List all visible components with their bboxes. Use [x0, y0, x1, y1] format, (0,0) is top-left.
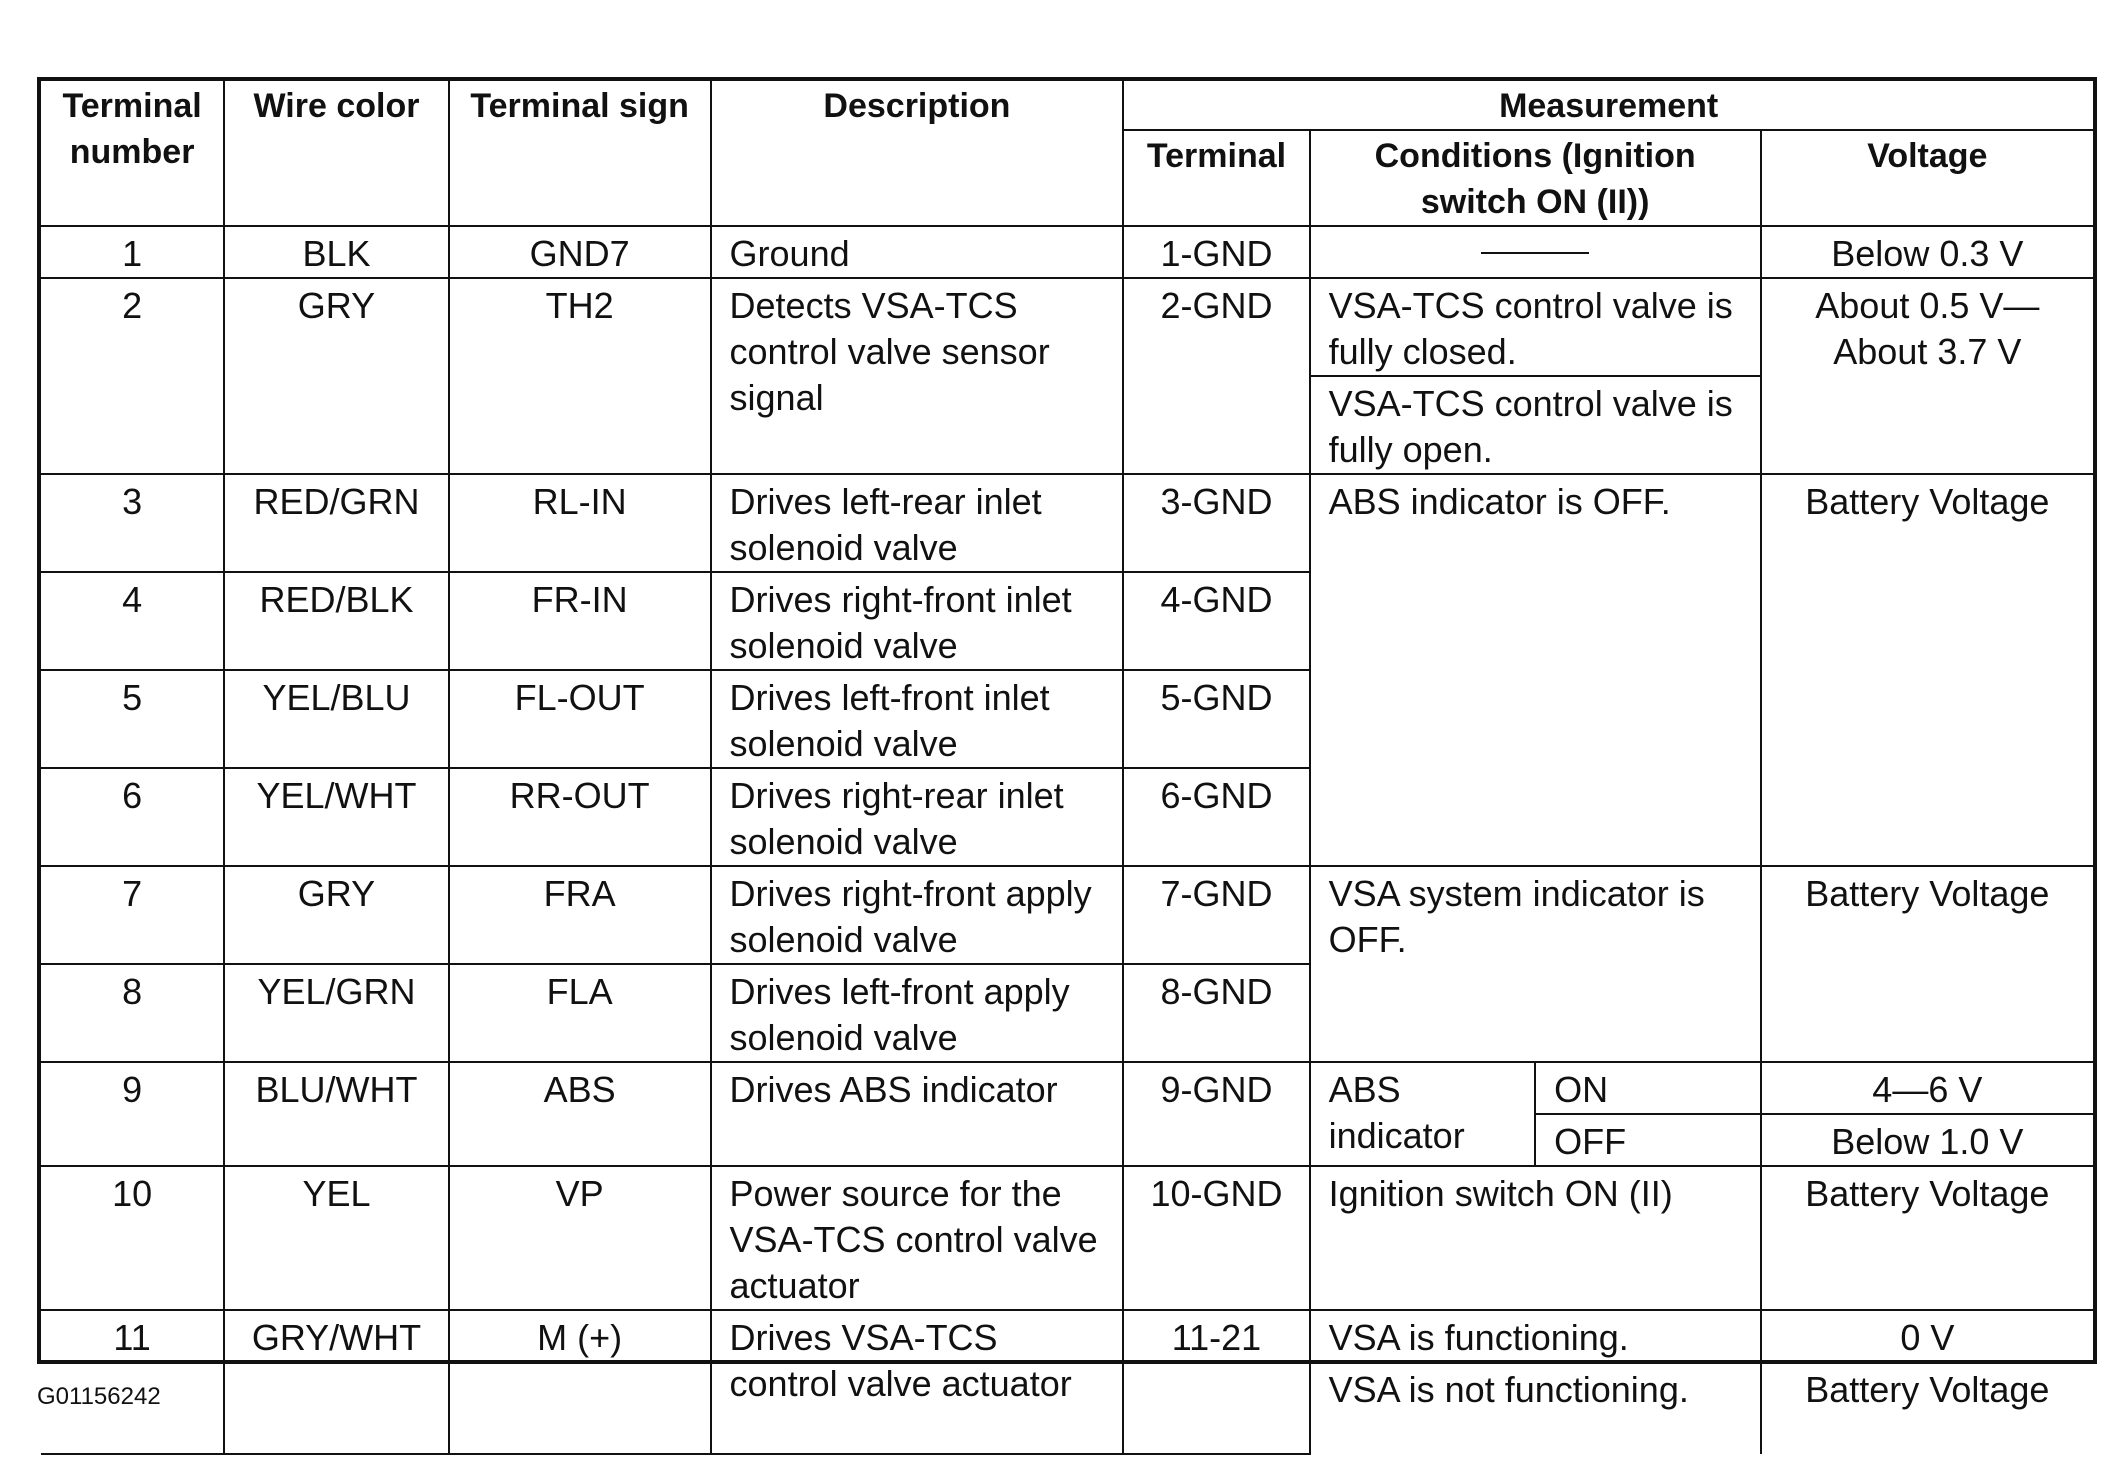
- voltage: About 0.5 V— About 3.7 V: [1761, 278, 2093, 474]
- wire-color: YEL/WHT: [224, 768, 449, 866]
- condition: VSA is functioning.: [1310, 1310, 1761, 1362]
- terminal-number: 9: [41, 1062, 224, 1166]
- terminal-sign: FRA: [449, 866, 711, 964]
- terminal-number: 11: [41, 1310, 224, 1454]
- terminal-number: 3: [41, 474, 224, 572]
- table-row: [41, 1062, 2093, 1114]
- wire-color: YEL/GRN: [224, 964, 449, 1062]
- header-terminal: Terminal: [1123, 130, 1309, 226]
- measure-terminal: 5-GND: [1123, 670, 1309, 768]
- terminal-sign: FR-IN: [449, 572, 711, 670]
- voltage: Battery Voltage: [1761, 1362, 2093, 1454]
- header-description: Description: [711, 81, 1124, 226]
- voltage: Battery Voltage: [1761, 1166, 2093, 1310]
- measure-terminal: 8-GND: [1123, 964, 1309, 1062]
- terminal-sign: ABS: [449, 1062, 711, 1166]
- description: Detects VSA-TCS control valve sensor signal: [711, 278, 1124, 474]
- condition: ABS indicator is OFF.: [1310, 474, 1761, 866]
- table-row: [41, 1166, 2093, 1310]
- wire-color: RED/GRN: [224, 474, 449, 572]
- description: Drives left-front inlet solenoid valve: [711, 670, 1124, 768]
- terminal-sign: FLA: [449, 964, 711, 1062]
- terminal-number: 6: [41, 768, 224, 866]
- condition: VSA-TCS control valve is fully closed.: [1310, 278, 1761, 376]
- measure-terminal: 3-GND: [1123, 474, 1309, 572]
- terminal-sign: RL-IN: [449, 474, 711, 572]
- terminal-number: 2: [41, 278, 224, 474]
- header-terminal-sign: Terminal sign: [449, 81, 711, 226]
- measure-terminal: 2-GND: [1123, 278, 1309, 474]
- dash-line: [1481, 252, 1589, 254]
- wire-color: BLU/WHT: [224, 1062, 449, 1166]
- condition: VSA is not functioning.: [1310, 1362, 1761, 1454]
- header-terminal-number: Terminal number: [41, 81, 224, 226]
- terminal-sign: GND7: [449, 226, 711, 278]
- wire-color: BLK: [224, 226, 449, 278]
- table-row: [41, 278, 2093, 376]
- terminal-sign: VP: [449, 1166, 711, 1310]
- wire-color: YEL: [224, 1166, 449, 1310]
- terminal-number: 5: [41, 670, 224, 768]
- state-on: ON: [1535, 1062, 1761, 1114]
- terminal-sign: FL-OUT: [449, 670, 711, 768]
- voltage: Below 0.3 V: [1761, 226, 2093, 278]
- wire-color: YEL/BLU: [224, 670, 449, 768]
- condition-none: [1310, 226, 1761, 278]
- header-voltage: Voltage: [1761, 130, 2093, 226]
- terminal-number: 1: [41, 226, 224, 278]
- measure-terminal: 11-21: [1123, 1310, 1309, 1454]
- terminal-sign: M (+): [449, 1310, 711, 1454]
- voltage: Battery Voltage: [1761, 474, 2093, 866]
- description: Drives right-front inlet solenoid valve: [711, 572, 1124, 670]
- description: Drives right-front apply solenoid valve: [711, 866, 1124, 964]
- header-measurement: Measurement: [1123, 81, 2093, 130]
- condition: Ignition switch ON (II): [1310, 1166, 1761, 1310]
- state-off: OFF: [1535, 1114, 1761, 1166]
- description: Drives left-front apply solenoid valve: [711, 964, 1124, 1062]
- table-row: [41, 1310, 2093, 1362]
- terminal-number: 4: [41, 572, 224, 670]
- voltage-on: 4—6 V: [1761, 1062, 2093, 1114]
- description: Drives ABS indicator: [711, 1062, 1124, 1166]
- measure-terminal: 7-GND: [1123, 866, 1309, 964]
- condition: VSA system indicator is OFF.: [1310, 866, 1761, 1062]
- figure-code: G01156242: [37, 1383, 161, 1410]
- measure-terminal: 4-GND: [1123, 572, 1309, 670]
- terminal-number: 10: [41, 1166, 224, 1310]
- measure-terminal: 10-GND: [1123, 1166, 1309, 1310]
- voltage: 0 V: [1761, 1310, 2093, 1362]
- table-row: [41, 226, 2093, 278]
- wire-color: RED/BLK: [224, 572, 449, 670]
- wire-color: GRY: [224, 278, 449, 474]
- condition-label: ABS indicator: [1310, 1062, 1536, 1166]
- wire-color: GRY/WHT: [224, 1310, 449, 1454]
- voltage: Battery Voltage: [1761, 866, 2093, 1062]
- terminal-sign: TH2: [449, 278, 711, 474]
- terminal-sign: RR-OUT: [449, 768, 711, 866]
- description: Drives left-rear inlet solenoid valve: [711, 474, 1124, 572]
- description: Drives right-rear inlet solenoid valve: [711, 768, 1124, 866]
- measure-terminal: 9-GND: [1123, 1062, 1309, 1166]
- voltage-off: Below 1.0 V: [1761, 1114, 2093, 1166]
- condition: VSA-TCS control valve is fully open.: [1310, 376, 1761, 474]
- measure-terminal: 6-GND: [1123, 768, 1309, 866]
- table-row: [41, 474, 2093, 572]
- header-wire-color: Wire color: [224, 81, 449, 226]
- description: Drives VSA-TCS control valve actuator: [711, 1310, 1124, 1454]
- measure-terminal: 1-GND: [1123, 226, 1309, 278]
- header-conditions: Conditions (Ignition switch ON (II)): [1310, 130, 1761, 226]
- description: Ground: [711, 226, 1124, 278]
- description: Power source for the VSA-TCS control valve actuator: [711, 1166, 1124, 1310]
- terminal-number: 7: [41, 866, 224, 964]
- wire-color: GRY: [224, 866, 449, 964]
- terminal-number: 8: [41, 964, 224, 1062]
- table-row: [41, 866, 2093, 964]
